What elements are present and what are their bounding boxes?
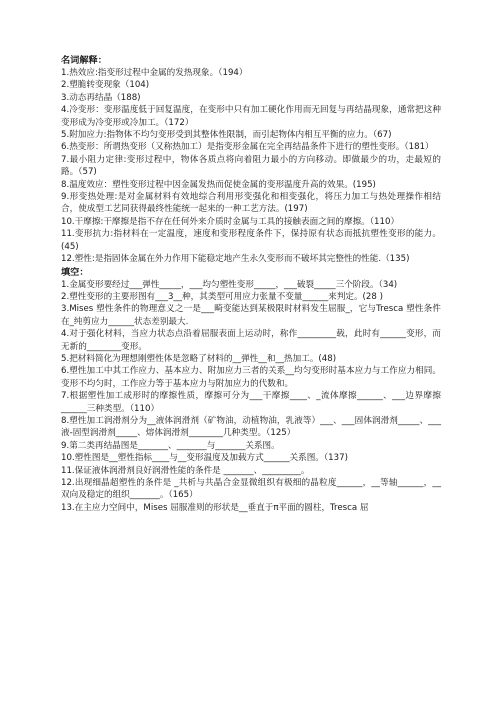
fill-blank-item: 8.塑性加工润滑剂分为__液体润滑剂（矿物油，动植物油，乳液等）___、___固体润滑剂_____、___液-固型润滑剂_____、熔体润滑剂________几种类型。（125）: [61, 415, 441, 439]
fill-blank-item: 1.金属变形要经过___弹性_____，___均匀塑性变形_____，___破裂_____三个阶段。（34): [61, 279, 398, 290]
fill-blank-item: 4.对于强化材料，当应力状态点沿着屈服表面上运动时，称作_________载，此时有______变形，而无新的________变形。: [61, 329, 441, 352]
definition-item: 10.干摩擦:干摩擦是指不存在任何外来介质时金属与工具的接触表面之间的摩擦。（110）: [61, 216, 400, 227]
definition-item: 2.塑脆转变现象（104): [61, 80, 150, 91]
fill-blank-item: 6.塑性加工中其工作应力、基本应力、附加应力三者的关系__均匀变形时基本应力与工作应力相同。变形不均匀时，工作应力等于基本应力与附加应力的代数和。: [61, 366, 441, 389]
section-heading-fill-blanks: 填空：: [61, 266, 89, 278]
definition-item: 4.冷变形：变形温度低于回复温度，在变形中只有加工硬化作用而无回复与再结晶现象，通常把这种变形成为冷变形或冷加工。（172）: [61, 105, 441, 128]
definition-item: 11.变形抗力:指材料在一定温度，速度和变形程度条件下，保持原有状态而抵抗塑性变形的能力。(45): [61, 229, 441, 252]
definition-item: 6.热变形：所谓热变形（又称热加工）是指变形金属在完全再结晶条件下进行的塑性变形。（181）: [61, 142, 434, 153]
definition-item: 1.热效应:指变形过程中金属的发热现象。（194）: [61, 68, 248, 78]
definition-item: 5.附加应力:指物体不均匀变形受到其整体性限制，而引起物体内相互平衡的应力。（67): [61, 130, 392, 141]
definition-item: 7.最小阻力定律:变形过程中，物体各质点将向着阻力最小的方向移动。即做最少的功，走最短的路。（57): [61, 154, 441, 178]
fill-blank-item: 9.第二类再结晶图是_______、_______与_______关系图。: [61, 440, 280, 451]
fill-blank-item: 11.保证液体润滑剂良好润滑性能的条件是 _______、_________。: [61, 465, 310, 476]
fill-blank-item: 5.把材料简化为理想刚塑性体是忽略了材料的__弹性__和__热加工。(48): [61, 353, 337, 364]
document-page: [61, 54, 441, 514]
definition-item: 12.塑性:是指固体金属在外力作用下能稳定地产生永久变形而不破坏其完整性的性能.（135): [61, 254, 410, 265]
fill-blank-item: 2.塑性变形的主要形图有___3__种，其类型可用应力张量不变量______来判定。(28 ): [61, 291, 383, 302]
section-heading-definitions: 名词解释：: [61, 55, 107, 66]
fill-blank-item: 12.出现细晶超塑性的条件是 _共析与共晶合金显微组织有极细的晶粒度______，__等轴______，__双向及稳定的组织_______。（165）: [61, 478, 441, 501]
fill-blank-item: 10.塑性图是__塑性指标____与__变形温度及加载方式______关系图。（137): [61, 453, 348, 464]
fill-blank-item: 3.Mises 塑性条件的物理意义之一是___畸变能达到某极限时材料发生屈服_，它与Tresca 塑性条件在_纯剪应力______状态差别最大.: [61, 304, 441, 327]
fill-blank-item: 13.在主应力空间中，Mises 屈服准则的形状是__垂直于π平面的圆柱，Tresca 屈: [61, 502, 369, 513]
definition-item: 3.动态再结晶（188): [61, 92, 141, 103]
definition-item: 9.形变热处理:是对金属材料有效地综合利用形变强化和相变强化，将压力加工与热处理操作相结合，使成型工艺同获得最终性能统一起来的一种工艺方法。(197): [61, 192, 441, 215]
fill-blank-item: 7.根据塑性加工成形时的摩擦性质，摩擦可分为___干摩擦____、_流体摩擦______、___边界摩擦______三种类型。（110）: [61, 391, 441, 414]
definition-item: 8.温度效应：塑性变形过程中因金属发热而促使金属的变形温度升高的效果。(195): [61, 179, 376, 190]
